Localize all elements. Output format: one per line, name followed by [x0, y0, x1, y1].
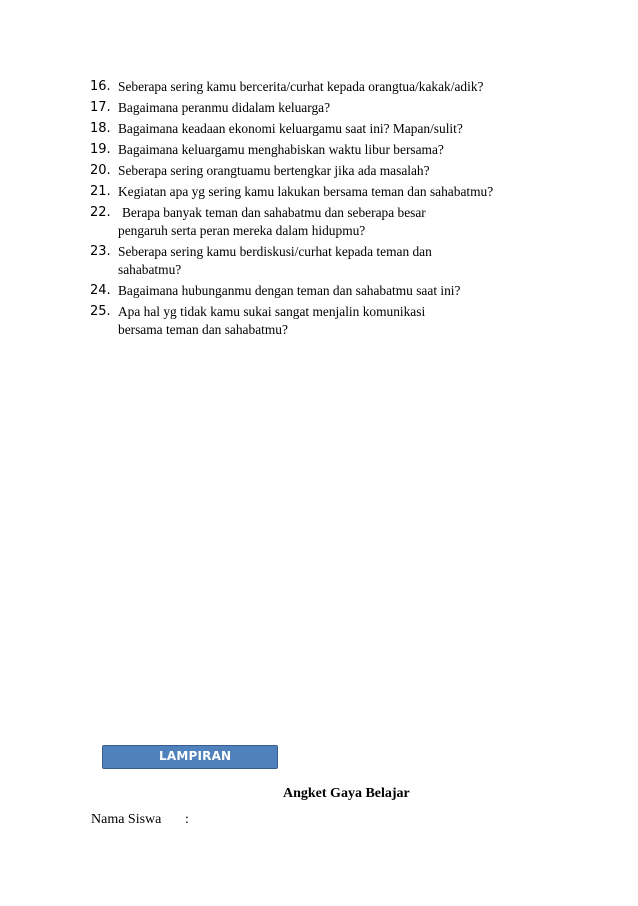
question-item — [90, 78, 570, 96]
question-number: 22. — [90, 205, 111, 220]
section-heading: Angket Gaya Belajar — [283, 786, 410, 801]
question-item — [90, 243, 570, 279]
question-item — [90, 282, 570, 300]
question-text: Seberapa sering orangtuamu bertengkar jika ada masalah? — [118, 163, 430, 178]
field-label: Nama Siswa — [91, 812, 162, 827]
question-text: Bagaimana hubunganmu dengan teman dan sahabatmu saat ini? — [118, 283, 461, 298]
question-number: 16. — [90, 79, 111, 94]
question-text-continued: pengaruh serta peran mereka dalam hidupmu? — [118, 223, 366, 238]
question-text: Apa hal yg tidak kamu sukai sangat menjalin komunikasi — [118, 304, 426, 319]
question-text: Bagaimana keadaan ekonomi keluargamu saat ini? Mapan/sulit? — [118, 121, 463, 136]
question-item — [90, 183, 570, 201]
field-colon: : — [185, 812, 189, 827]
question-item — [90, 120, 570, 138]
question-text: Seberapa sering kamu bercerita/curhat kepada orangtua/kakak/adik? — [118, 79, 484, 94]
question-list — [90, 78, 570, 342]
question-text-continued: sahabatmu? — [118, 262, 182, 277]
question-text: Kegiatan apa yg sering kamu lakukan bersama teman dan sahabatmu? — [118, 184, 494, 199]
question-item — [90, 99, 570, 117]
question-item — [90, 162, 570, 180]
question-text: Seberapa sering kamu berdiskusi/curhat kepada teman dan — [118, 244, 432, 259]
question-number: 20. — [90, 163, 111, 178]
question-number: 24. — [90, 283, 111, 298]
question-item — [90, 204, 570, 240]
question-number: 18. — [90, 121, 111, 136]
banner-label: LAMPIRAN — [159, 749, 232, 763]
question-text: Bagaimana peranmu didalam keluarga? — [118, 100, 331, 115]
question-number: 21. — [90, 184, 111, 199]
question-number: 25. — [90, 304, 111, 319]
lampiran-banner — [102, 745, 278, 769]
question-text-continued: bersama teman dan sahabatmu? — [118, 322, 288, 337]
question-item — [90, 141, 570, 159]
question-item — [90, 303, 570, 339]
question-number: 19. — [90, 142, 111, 157]
question-number: 23. — [90, 244, 111, 259]
question-text: Berapa banyak teman dan sahabatmu dan seberapa besar — [122, 205, 426, 220]
question-number: 17. — [90, 100, 111, 115]
question-text: Bagaimana keluargamu menghabiskan waktu libur bersama? — [118, 142, 444, 157]
student-name-field — [91, 812, 189, 828]
